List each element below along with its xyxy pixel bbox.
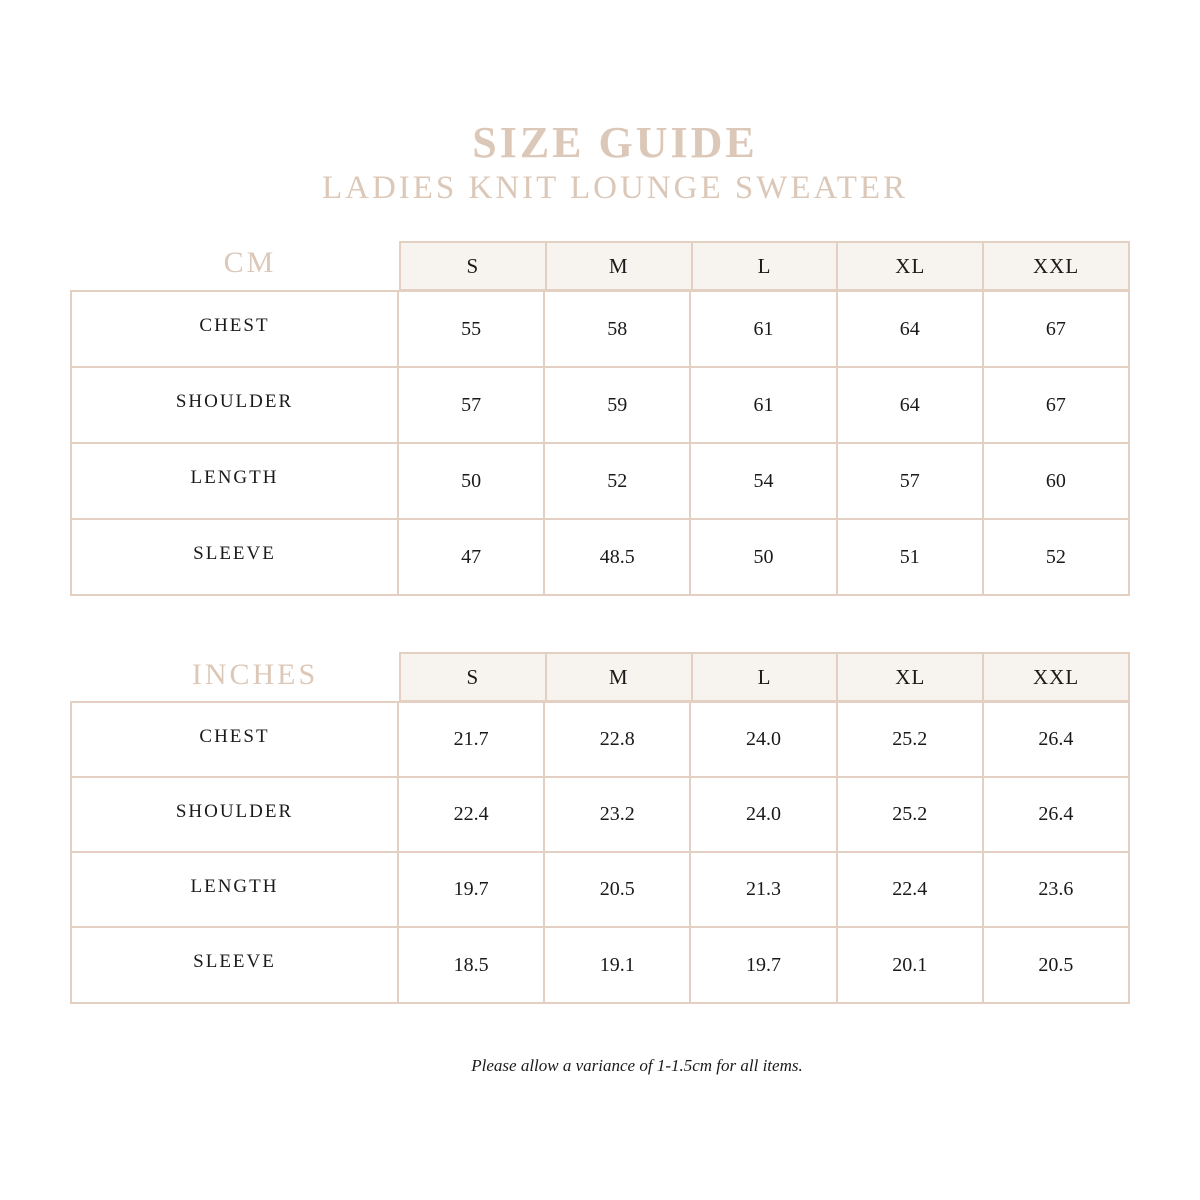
table-cell: 67 xyxy=(1045,317,1066,340)
table-cell: 26.4 xyxy=(1038,728,1074,750)
size-header-cell: XXL xyxy=(1033,664,1080,689)
table-cell: 19.7 xyxy=(399,853,545,926)
size-header-inches xyxy=(399,652,1130,702)
size-header-cell: L xyxy=(693,243,839,289)
table-cell: 20.5 xyxy=(545,853,691,926)
table-cell: 23.2 xyxy=(545,778,691,851)
size-header-cell: XL xyxy=(838,243,984,289)
row-label: CHEST xyxy=(72,292,399,366)
table-cell: 19.7 xyxy=(691,928,837,1002)
table-cell: 61 xyxy=(691,368,837,442)
table-cell: 21.7 xyxy=(399,703,545,776)
table-cell: 60 xyxy=(1045,469,1066,492)
table-cell: 64 xyxy=(838,368,984,442)
table-row xyxy=(72,442,1128,518)
size-header-cm xyxy=(399,241,1130,291)
table-cell: 21.3 xyxy=(691,853,837,926)
table-cell: 48.5 xyxy=(545,520,691,594)
row-label: SHOULDER xyxy=(72,368,399,442)
table-cell: 61 xyxy=(691,292,837,366)
table-cell: 57 xyxy=(838,444,984,518)
table-cell: 58 xyxy=(545,292,691,366)
table-cell: 51 xyxy=(838,520,984,594)
table-cell: 47 xyxy=(399,520,545,594)
table-row xyxy=(72,776,1128,851)
size-table-cm xyxy=(70,290,1130,596)
size-header-cell: XL xyxy=(838,654,984,700)
size-table-inches xyxy=(70,701,1130,1004)
page-title: SIZE GUIDE xyxy=(472,118,758,167)
unit-label-cm: CM xyxy=(223,246,277,279)
row-label: SLEEVE xyxy=(72,520,399,594)
table-cell: 18.5 xyxy=(399,928,545,1002)
row-label: LENGTH xyxy=(72,444,399,518)
table-row xyxy=(72,366,1128,442)
variance-note: Please allow a variance of 1-1.5cm for all items. xyxy=(471,1056,803,1075)
table-cell: 24.0 xyxy=(691,703,837,776)
table-row xyxy=(72,518,1128,594)
unit-label-inches: INCHES xyxy=(191,658,319,691)
size-header-cell: XXL xyxy=(1033,253,1080,278)
size-header-cell: M xyxy=(547,243,693,289)
table-cell: 20.5 xyxy=(1038,953,1074,976)
table-cell: 26.4 xyxy=(1038,803,1074,825)
size-header-cell: S xyxy=(401,654,547,700)
table-cell: 52 xyxy=(1045,545,1066,568)
table-cell: 19.1 xyxy=(545,928,691,1002)
table-cell: 22.4 xyxy=(399,778,545,851)
table-cell: 54 xyxy=(691,444,837,518)
table-cell: 20.1 xyxy=(838,928,984,1002)
table-cell: 25.2 xyxy=(838,778,984,851)
row-label: LENGTH xyxy=(72,853,399,926)
table-cell: 59 xyxy=(545,368,691,442)
size-header-cell: L xyxy=(693,654,839,700)
table-cell: 22.8 xyxy=(545,703,691,776)
table-cell: 57 xyxy=(399,368,545,442)
table-cell: 67 xyxy=(1045,393,1066,416)
size-header-cell: M xyxy=(547,654,693,700)
row-label: SHOULDER xyxy=(72,778,399,851)
size-header-cell: S xyxy=(401,243,547,289)
table-row xyxy=(72,851,1128,926)
row-label: SLEEVE xyxy=(72,928,399,1002)
table-cell: 24.0 xyxy=(691,778,837,851)
table-cell: 50 xyxy=(691,520,837,594)
table-cell: 55 xyxy=(399,292,545,366)
table-cell: 50 xyxy=(399,444,545,518)
table-row xyxy=(72,701,1128,776)
table-cell: 22.4 xyxy=(838,853,984,926)
page-subtitle: LADIES KNIT LOUNGE SWEATER xyxy=(321,170,909,206)
table-row xyxy=(72,290,1128,366)
table-row xyxy=(72,926,1128,1002)
table-cell: 25.2 xyxy=(838,703,984,776)
table-cell: 23.6 xyxy=(1038,878,1074,900)
table-cell: 52 xyxy=(545,444,691,518)
row-label: CHEST xyxy=(72,703,399,776)
table-cell: 64 xyxy=(838,292,984,366)
